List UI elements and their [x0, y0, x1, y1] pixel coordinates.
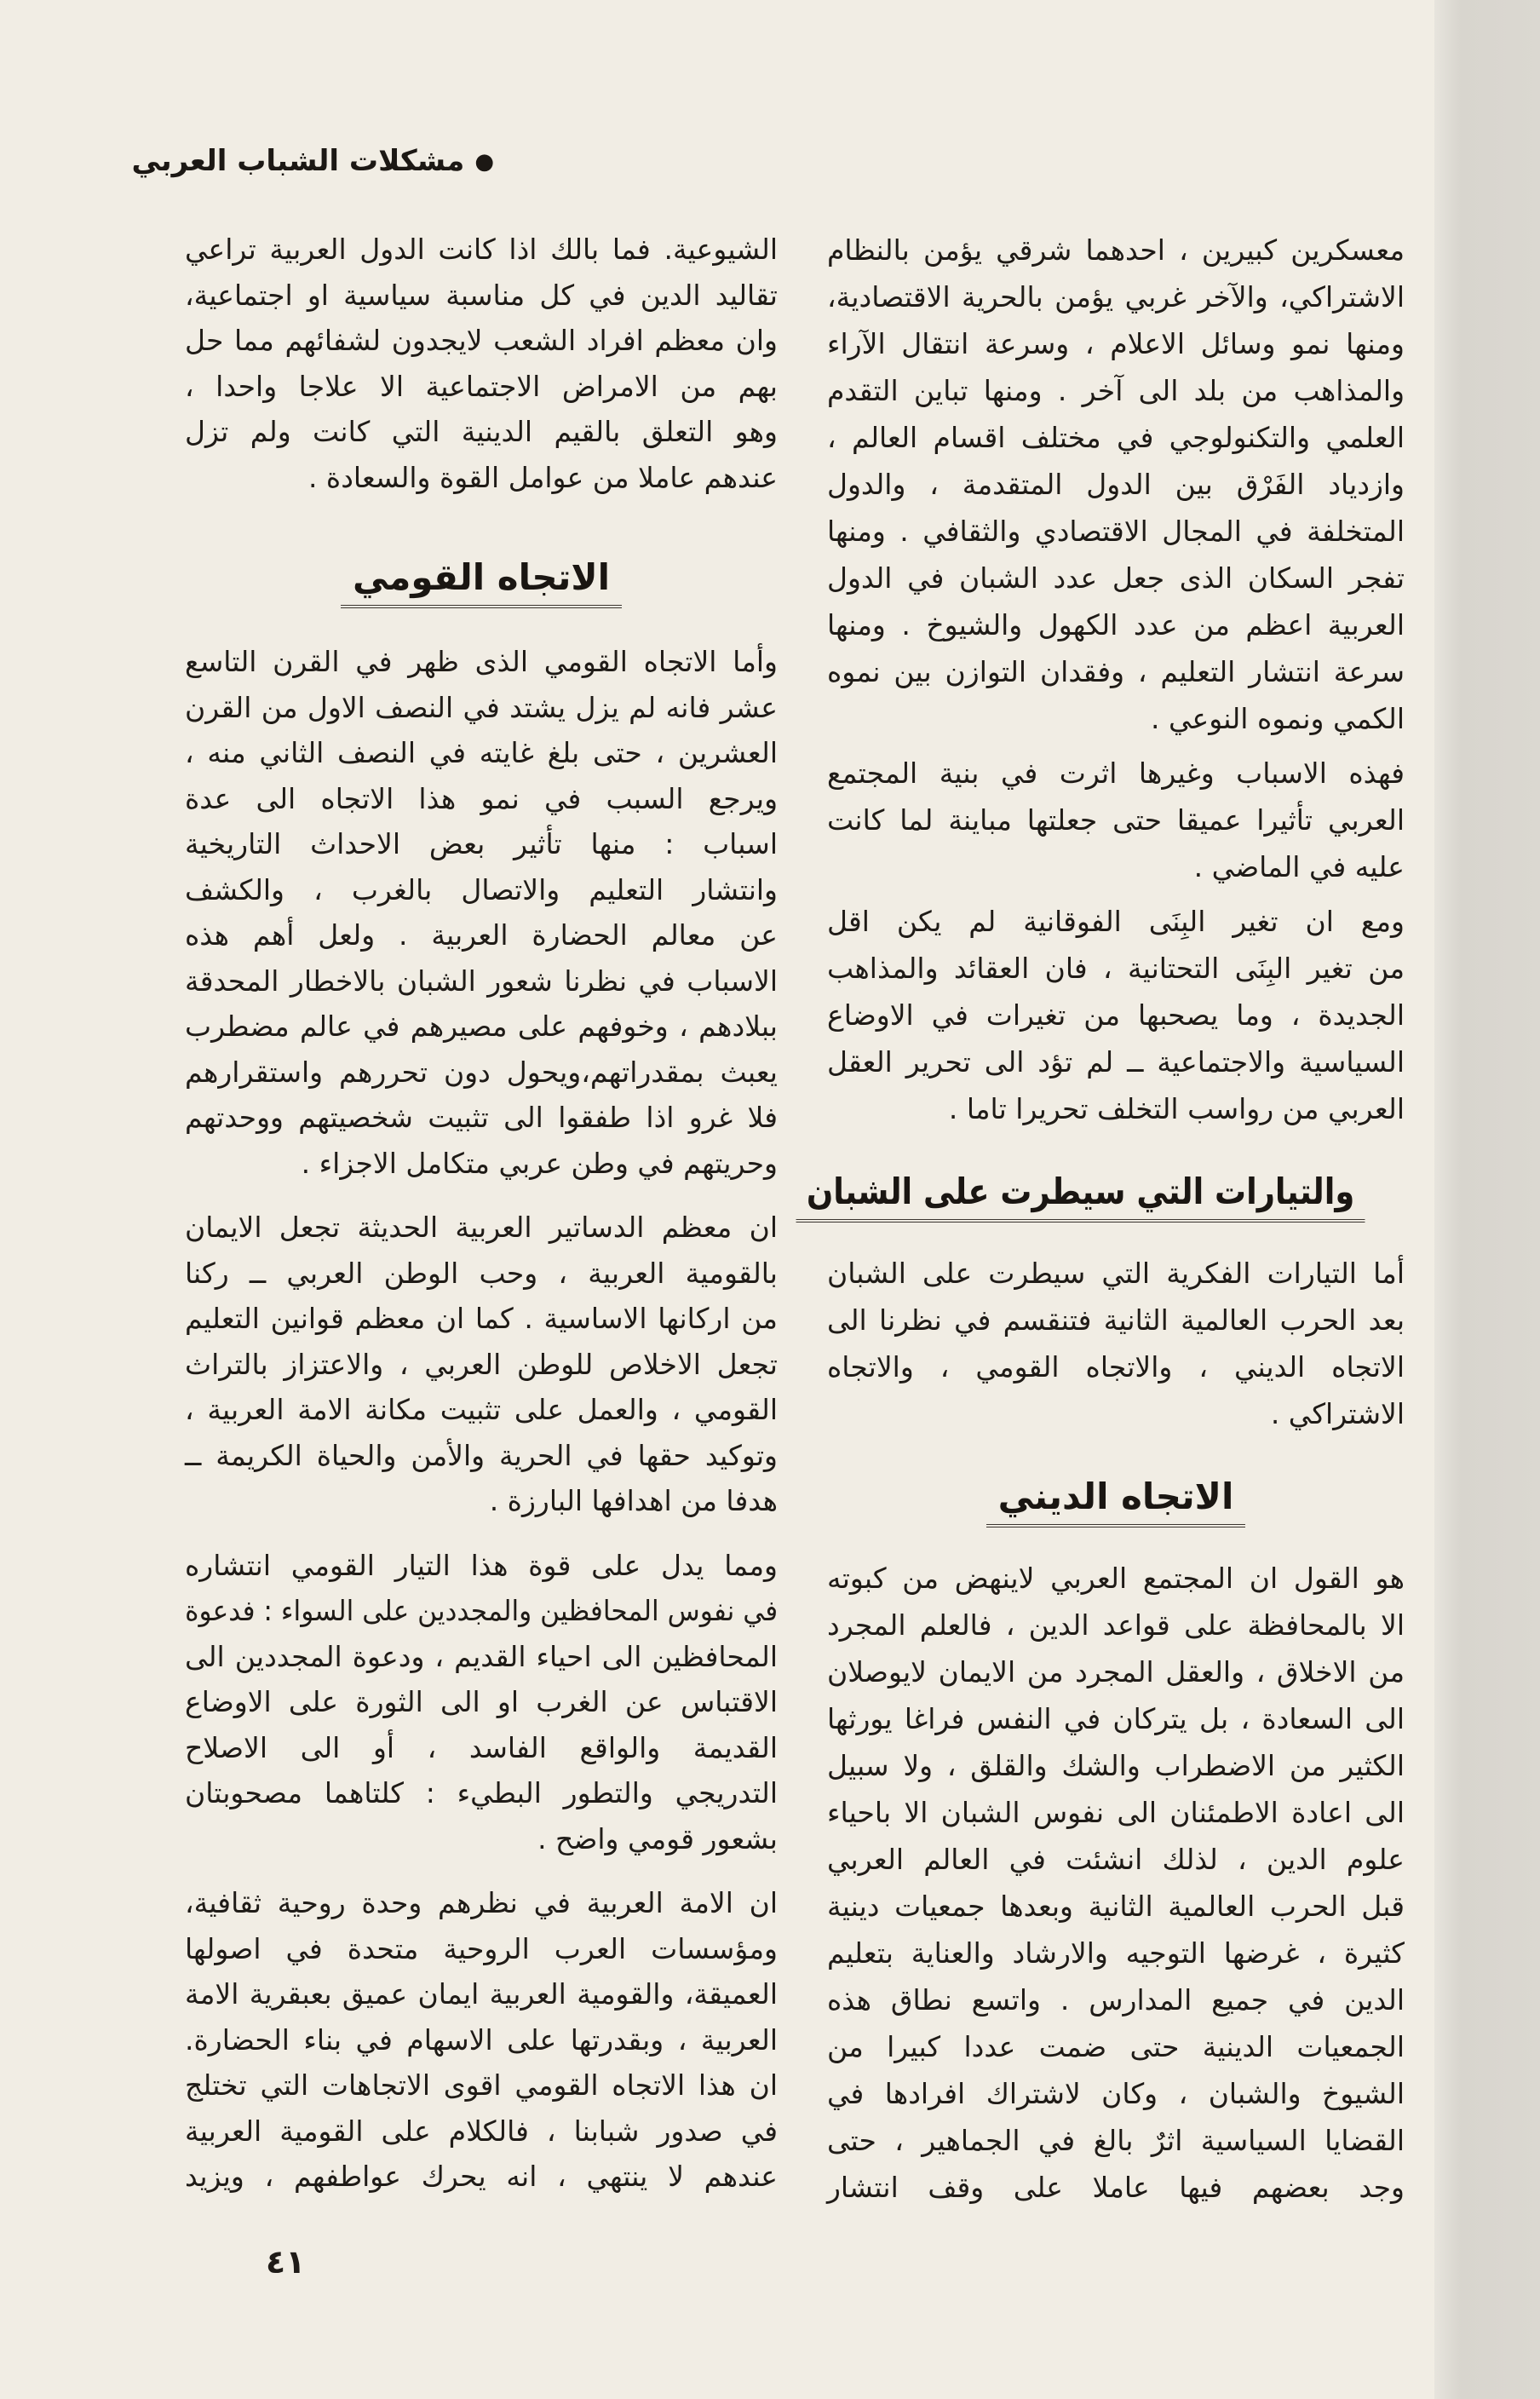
text-line-content: تجعل الاخلاص للوطن العربي ، والاعتزاز بالتراث: [185, 1347, 778, 1381]
text-line-content: هو القول ان المجتمع العربي لاينهض من كبوته: [827, 1562, 1405, 1595]
text-line-content: الا بالمحافظة على قواعد الدين ، فالعلم المجرد: [827, 1608, 1405, 1642]
text-line-content: معسكرين كبيرين ، احدهما شرقي يؤمن بالنظام: [827, 233, 1405, 267]
text-line: [827, 1390, 1405, 1437]
text-line: [185, 639, 778, 685]
text-line: [185, 776, 778, 822]
page-number: ٤١: [266, 2243, 306, 2281]
text-line: [827, 273, 1405, 320]
text-line-content: بهم من الامراض الاجتماعية الا علاجا واحدا ،: [185, 369, 778, 403]
text-line-content: بالقومية العربية ، وحب الوطن العربي ــ ركنا: [185, 1256, 778, 1290]
text-line-content: فلا غرو اذا طفقوا الى تثبيت شخصيتهم ووحدتهم: [185, 1101, 778, 1134]
text-line: [185, 867, 778, 913]
text-line-content: ومؤسسات العرب الروحية متحدة في اصولها: [185, 1931, 778, 1965]
paragraph: [185, 1205, 778, 1524]
text-line: [827, 1883, 1405, 1930]
text-line-content: ان معظم الدساتير العربية الحديثة تجعل الايمان: [185, 1211, 778, 1244]
text-line-content: السياسية والاجتماعية ــ لم تؤد الى تحرير العقل: [827, 1045, 1405, 1079]
text-line: [827, 1602, 1405, 1648]
text-line-content: العربي من رواسب التخلف تحريرا تاما .: [948, 1092, 1405, 1125]
section-heading-text: الاتجاه القومي: [341, 554, 622, 608]
paragraph: [185, 1543, 778, 1862]
text-line: [827, 1555, 1405, 1602]
text-line: [827, 320, 1405, 367]
text-line-content: الاتجاه الديني ، والاتجاه القومي ، والاتجاه: [827, 1350, 1405, 1384]
text-line-content: هدفا من اهدافها البارزة .: [489, 1484, 778, 1517]
right-column: [806, 227, 1405, 2211]
text-line: [827, 2164, 1405, 2211]
text-line: [185, 2062, 778, 2108]
scan-edge: [1434, 0, 1540, 2399]
text-line: [185, 1141, 778, 1187]
text-line-content: الكثير من الاضطراب والشك والقلق ، ولا سبيل: [827, 1749, 1405, 1782]
text-line-content: كثيرة ، غرضها التوجيه والارشاد والعناية بتعليم: [827, 1936, 1405, 1970]
text-line-content: عن معالم الحضارة العربية . ولعل أهم هذه: [185, 918, 778, 952]
text-line-content: العلمي والتكنولوجي في مختلف اقسام العالم ،: [827, 421, 1405, 454]
text-line: [827, 227, 1405, 273]
text-line: [185, 1050, 778, 1096]
section-heading-text: الاتجاه الديني: [986, 1473, 1246, 1527]
text-line: [827, 898, 1405, 945]
text-line-content: اسباب : منها تأثير بعض الاحداث التاريخية: [185, 827, 778, 860]
text-line: [185, 1543, 778, 1589]
text-line-content: علوم الدين ، لذلك انشئت في العالم العربي: [827, 1843, 1405, 1876]
text-line-content: ببلادهم ، وخوفهم على مصيرهم في عالم مضطرب: [185, 1010, 778, 1043]
text-line: [185, 364, 778, 410]
text-line-content: العربية ، وبقدرتها على الاسهام في بناء الحضارة.: [185, 2022, 778, 2057]
text-line: [827, 1836, 1405, 1883]
text-line-content: ويرجع السبب في نمو هذا الاتجاه الى عدة: [185, 781, 778, 815]
text-line-content: الى السعادة ، بل يتركان في النفس فراغا يورثها: [827, 1702, 1405, 1735]
text-line: [827, 1976, 1405, 2023]
text-line: [827, 1343, 1405, 1390]
text-line: [185, 1880, 778, 1926]
text-line-content: من الاخلاق ، والعقل المجرد من الايمان لايوصلان: [827, 1655, 1405, 1689]
text-line-content: المحافظين الى احياء القديم ، ودعوة المجددين الى: [185, 1639, 778, 1673]
text-line: [827, 843, 1405, 890]
text-line: [185, 2017, 778, 2063]
text-line-content: الجديدة ، وما يصحبها من تغيرات في الاوضاع: [827, 998, 1405, 1032]
text-line-content: وازدياد الفَرْق بين الدول المتقدمة ، والدول: [827, 468, 1405, 501]
text-line-content: عشر فانه لم يزل يشتد في النصف الاول من القرن: [185, 690, 778, 724]
text-line-content: عليه في الماضي .: [1193, 850, 1405, 883]
text-line: [827, 601, 1405, 648]
text-line: [185, 1296, 778, 1342]
text-line-content: تفجر السكان الذى جعل عدد الشبان في الدول: [827, 561, 1405, 595]
text-line-content: وان معظم افراد الشعب لايجدون لشفائهم مما حل: [185, 324, 778, 357]
text-line-content: قبل الحرب العالمية الثانية وبعدها جمعيات دينية: [827, 1890, 1405, 1923]
paragraph: [827, 227, 1405, 742]
text-line-content: الى اعادة الاطمئنان الى نفوس الشبان الا باحياء: [827, 1796, 1405, 1829]
text-line: [185, 1205, 778, 1251]
text-line: [185, 958, 778, 1004]
text-line: [827, 2117, 1405, 2164]
text-line-content: عندهم عاملا من عوامل القوة والسعادة .: [307, 460, 778, 494]
paragraph: [827, 1555, 1405, 2211]
text-line-content: عندهم لا ينتهي ، انه يحرك عواطفهم ، ويزيد: [185, 2160, 778, 2193]
text-line-content: بشعور قومي واضح .: [537, 1821, 778, 1855]
text-line-content: الاسباب في نظرنا شعور الشبان بالاخطار المحدقة: [185, 964, 778, 998]
section-heading: [827, 1437, 1405, 1555]
text-line: [185, 1478, 778, 1524]
section-heading: [185, 500, 778, 639]
text-line: [827, 1085, 1405, 1132]
text-line-content: العشرين ، حتى بلغ غايته في النصف الثاني منه ،: [185, 736, 778, 769]
text-line: [827, 992, 1405, 1038]
paragraph: [827, 1250, 1405, 1437]
text-line-content: القديمة والواقع الفاسد ، أو الى الاصلاح: [185, 1730, 778, 1764]
text-line-content: ومع ان تغير البِنَى الفوقانية لم يكن اقل: [827, 905, 1405, 938]
text-line-content: وهو التعلق بالقيم الدينية التي كانت ولم تزل: [185, 415, 778, 448]
text-line: [185, 1095, 778, 1141]
text-line-content: سرعة انتشار التعليم ، وفقدان التوازن بين نموه: [827, 655, 1405, 688]
text-line-content: المتخلفة في المجال الاقتصادي والثقافي . ومنها: [827, 515, 1405, 548]
paragraph: [827, 750, 1405, 890]
text-line: [185, 685, 778, 731]
text-line-content: القضايا السياسية اثرٌ بالغ في الجماهير ، حتى: [827, 2124, 1405, 2157]
bullet-icon: ●: [474, 149, 494, 175]
text-line-content: وانتشار التعليم والاتصال بالغرب ، والكشف: [185, 872, 778, 906]
text-line-content: العميقة، والقومية العربية ايمان عميق بعبقرية الامة: [185, 1977, 778, 2011]
text-line: [185, 1971, 778, 2017]
text-line: [827, 367, 1405, 414]
text-line-content: بعد الحرب العالمية الثانية فتنقسم في نظرنا الى: [827, 1303, 1405, 1337]
text-line-content: الاشتراكي .: [1270, 1397, 1405, 1430]
paragraph: [185, 227, 778, 500]
text-line: [827, 2070, 1405, 2117]
text-line: [185, 1251, 778, 1297]
text-line: [827, 945, 1405, 992]
text-line-content: الاشتراكي، والآخر غربي يؤمن بالحرية الاقتصادية،: [827, 280, 1405, 314]
text-line: [827, 2023, 1405, 2070]
text-line-content: ومنها نمو وسائل الاعلام ، وسرعة انتقال الآراء: [827, 327, 1405, 360]
paragraph: [185, 639, 778, 1186]
text-line: [185, 1679, 778, 1725]
text-line: [185, 2108, 778, 2154]
text-line-content: القومي ، والعمل على تثبيت مكانة الامة العربية ،: [185, 1393, 778, 1426]
text-line: [827, 1250, 1405, 1297]
section-heading: [806, 1132, 1405, 1250]
text-line-content: ان الامة العربية في نظرهم وحدة روحية ثقافية،: [185, 1886, 778, 1919]
text-line-content: يعبث بمقدراتهم،ويحول دون تحررهم واستقرارهم: [185, 1055, 778, 1089]
text-line: [827, 461, 1405, 508]
text-line-content: الشيوخ والشبان ، وكان لاشتراك افرادها في: [827, 2077, 1405, 2110]
text-line-content: فهذه الاسباب وغيرها اثرت في بنية المجتمع: [827, 757, 1405, 790]
text-line: [827, 414, 1405, 461]
text-line: [827, 1930, 1405, 1976]
text-line: [185, 2154, 778, 2200]
text-line: [185, 821, 778, 867]
text-line-content: أما التيارات الفكرية التي سيطرت على الشبان: [827, 1257, 1405, 1290]
text-line: [185, 455, 778, 501]
text-line: [185, 318, 778, 364]
paragraph: [185, 1880, 778, 2200]
text-line-content: ومما يدل على قوة هذا التيار القومي انتشاره: [185, 1548, 778, 1582]
text-line: [185, 409, 778, 455]
text-line: [827, 1695, 1405, 1742]
text-line: [185, 273, 778, 319]
text-line: [827, 1648, 1405, 1695]
text-line: [185, 1634, 778, 1680]
text-line: [185, 1816, 778, 1862]
text-line-content: وتوكيد حقها في الحرية والأمن والحياة الكريمة ــ: [185, 1438, 778, 1472]
text-line-content: والمذاهب من بلد الى آخر . ومنها تباين التقدم: [827, 374, 1405, 407]
text-line: [827, 508, 1405, 555]
running-header-title: مشكلات الشباب العربي: [131, 144, 465, 178]
text-line: [827, 1742, 1405, 1789]
text-line: [185, 1926, 778, 1972]
text-line: [185, 1588, 778, 1634]
running-header: [131, 141, 494, 181]
text-line: [185, 912, 778, 958]
text-line-content: التدريجي والتطور البطيء : كلتاهما مصحوبتان: [185, 1776, 778, 1809]
text-line: [185, 730, 778, 776]
text-line-content: في صدور شبابنا ، فالكلام على القومية العربية: [185, 2114, 778, 2148]
text-line: [185, 227, 778, 273]
text-line: [185, 1725, 778, 1771]
text-line: [185, 1004, 778, 1050]
text-line: [185, 1342, 778, 1388]
text-line: [185, 1770, 778, 1816]
text-line-content: من اركانها الاساسية . كما ان معظم قوانين التعليم: [185, 1302, 778, 1335]
text-line: [827, 648, 1405, 695]
section-heading-text: والتيارات التي سيطرت على الشبان: [796, 1168, 1365, 1223]
text-line-content: الجمعيات الدينية حتى ضمت عددا كبيرا من: [827, 2030, 1405, 2063]
text-line-content: الدين في جميع المدارس . واتسع نطاق هذه: [827, 1983, 1405, 2016]
text-line: [827, 1038, 1405, 1085]
text-line-content: العربي تأثيرا عميقا حتى جعلتها مباينة لما كانت: [827, 803, 1405, 837]
text-line: [827, 555, 1405, 601]
text-line-content: ان هذا الاتجاه القومي اقوى الاتجاهات التي تختلج: [185, 2068, 778, 2102]
text-line: [827, 750, 1405, 797]
text-line-content: في نفوس المحافظين والمجددين على السواء : فدعوة: [185, 1594, 778, 1627]
text-line-content: الاقتباس عن الغرب او الى الثورة على الاوضاع: [185, 1685, 778, 1718]
text-line: [827, 1297, 1405, 1343]
text-line: [827, 797, 1405, 843]
text-line: [185, 1433, 778, 1479]
text-line-content: تقاليد الدين في كل مناسبة سياسية او اجتماعية،: [185, 278, 778, 312]
text-line: [827, 1789, 1405, 1836]
text-line-content: وأما الاتجاه القومي الذى ظهر في القرن التاسع: [185, 645, 778, 678]
text-line-content: العربية اعظم من عدد الكهول والشيوخ . ومنها: [827, 608, 1405, 641]
text-line-content: وحريتهم في وطن عربي متكامل الاجزاء .: [301, 1146, 778, 1180]
text-line-content: الكمي ونموه النوعي .: [1151, 702, 1405, 735]
text-line: [185, 1387, 778, 1433]
text-line-content: الشيوعية. فما بالك اذا كانت الدول العربية تراعي: [185, 233, 778, 266]
text-line-content: من تغير البِنَى التحتانية ، فان العقائد والمذاهب: [827, 952, 1405, 985]
text-line: [827, 695, 1405, 742]
left-column: [185, 227, 778, 2200]
text-line-content: وجد بعضهم فيها عاملا على وقف انتشار: [827, 2171, 1405, 2204]
paragraph: [827, 898, 1405, 1132]
